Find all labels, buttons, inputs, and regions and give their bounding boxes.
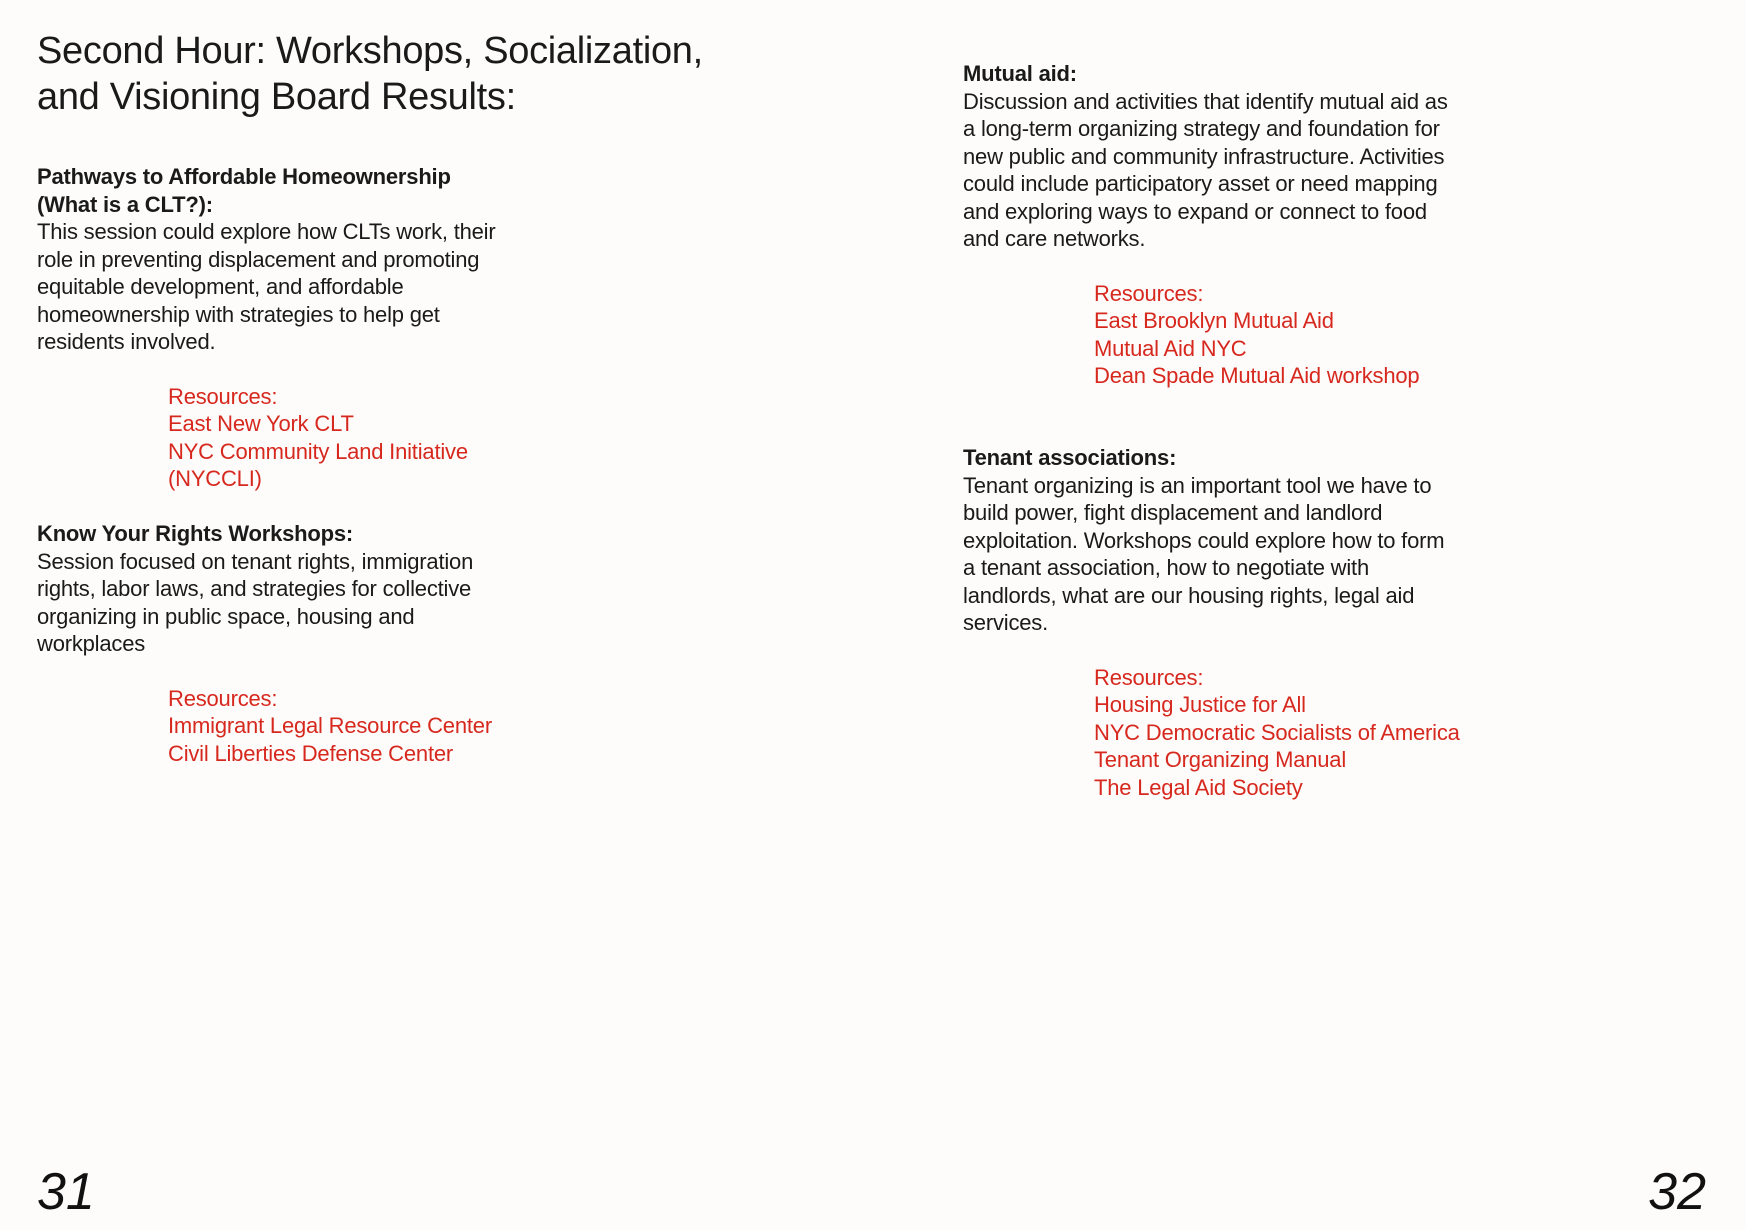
resource-link-dsa-tenant-manual[interactable]: NYC Democratic Socialists of America Tenant Organizing Manual bbox=[1094, 719, 1460, 772]
resources-list bbox=[168, 383, 525, 493]
resource-link-nyccli[interactable]: NYC Community Land Initiative (NYCCLI) bbox=[168, 438, 468, 491]
resource-link-east-new-york-clt[interactable]: East New York CLT bbox=[168, 411, 354, 436]
resource-link-housing-justice-for-all[interactable]: Housing Justice for All bbox=[1094, 692, 1306, 717]
page-title-line-1: Second Hour: Workshops, Socialization, bbox=[37, 30, 703, 72]
section-affordable-homeownership bbox=[37, 163, 525, 493]
resource-link-mutual-aid-nyc[interactable]: Mutual Aid NYC bbox=[1094, 335, 1247, 361]
section-heading: Know Your Rights Workshops: bbox=[37, 521, 354, 546]
resources-list bbox=[1094, 280, 1451, 390]
resource-link-dean-spade-workshop[interactable]: Dean Spade Mutual Aid workshop bbox=[1094, 363, 1420, 388]
resources-label: Resources: bbox=[1094, 664, 1204, 690]
section-body: Tenant organizing is an important tool we have to build power, fight displacement and landlord exploitation. Workshops could explore how to form a tenant association, how to negotiate with landlords, what are our housing rights, legal aid services. bbox=[963, 472, 1445, 635]
resources-list bbox=[168, 685, 525, 768]
section-heading: Tenant associations: bbox=[963, 445, 1177, 470]
section-heading: Mutual aid: bbox=[963, 61, 1077, 86]
page-number-right: 32 bbox=[1648, 1163, 1706, 1221]
resource-link-legal-aid-society[interactable]: The Legal Aid Society bbox=[1094, 774, 1303, 800]
resources-label: Resources: bbox=[168, 383, 278, 409]
section-know-your-rights bbox=[37, 520, 525, 767]
section-mutual-aid bbox=[963, 60, 1451, 390]
page-title-line-2: and Visioning Board Results: bbox=[37, 76, 516, 118]
resource-link-immigrant-legal-resource-center[interactable]: Immigrant Legal Resource Center bbox=[168, 713, 492, 738]
resource-link-east-brooklyn-mutual-aid[interactable]: East Brooklyn Mutual Aid bbox=[1094, 308, 1334, 333]
resources-label: Resources: bbox=[1094, 280, 1204, 306]
section-body: Session focused on tenant rights, immigration rights, labor laws, and strategies for collective organizing in public space, housing and workplaces bbox=[37, 548, 474, 656]
section-heading: Pathways to Affordable Homeownership (What is a CLT?): bbox=[37, 164, 451, 217]
resource-link-civil-liberties-defense-center[interactable]: Civil Liberties Defense Center bbox=[168, 740, 454, 766]
page-number-left: 31 bbox=[37, 1163, 95, 1221]
section-tenant-associations bbox=[963, 444, 1460, 801]
section-body: This session could explore how CLTs work, their role in preventing displacement and promoting equitable development, and affordable homeownership with strategies to help get residents involved. bbox=[37, 219, 496, 354]
resources-list bbox=[1094, 664, 1460, 802]
page-title bbox=[37, 28, 757, 120]
section-body: Discussion and activities that identify mutual aid as a long-term organizing strategy and foundation for new public and community infrastructure. Activities could include participatory asset or need mapping and exploring ways to expand or connect to food and care networks. bbox=[963, 88, 1448, 251]
resources-label: Resources: bbox=[168, 685, 278, 711]
